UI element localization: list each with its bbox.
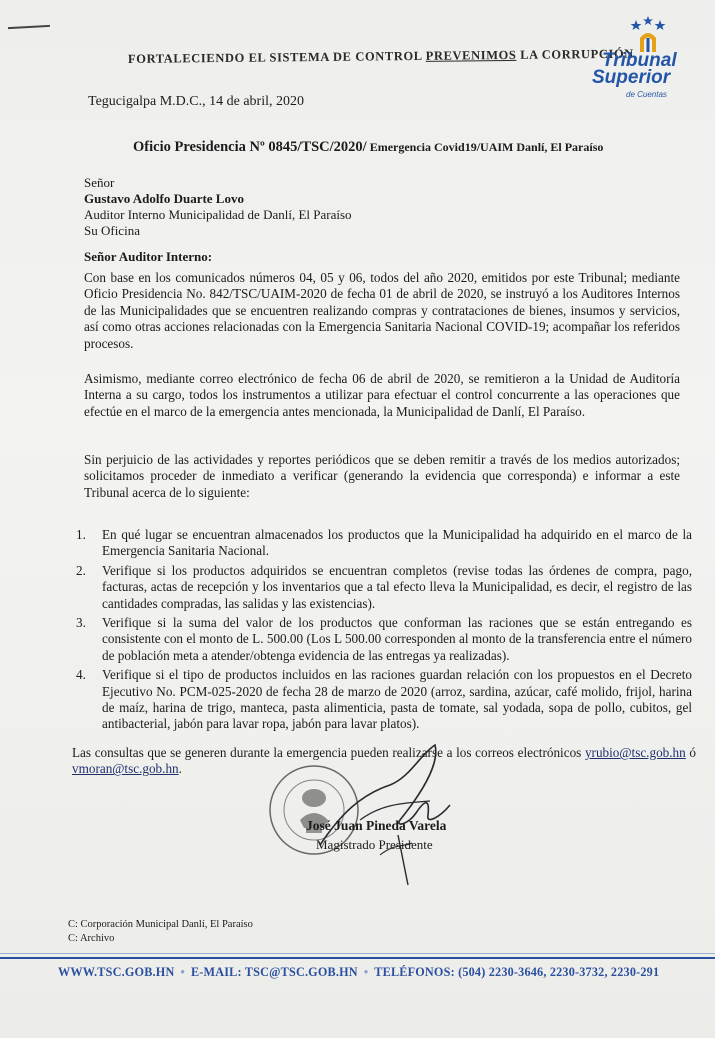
logo-text-superior: Superior <box>592 67 671 88</box>
list-item-number: 1. <box>76 527 86 542</box>
list-item-number: 4. <box>76 667 86 683</box>
list-item <box>76 563 692 612</box>
salutation: Señor Auditor Interno: <box>84 249 213 264</box>
motto-underlined: PREVENIMOS <box>425 47 517 63</box>
footer-separator: • <box>180 965 185 979</box>
footer-email[interactable]: E-MAIL: TSC@TSC.GOB.HN <box>190 965 358 979</box>
footer-divider-thin <box>0 953 715 954</box>
letter-date: Tegucigalpa M.D.C., 14 de abril, 2020 <box>88 94 304 109</box>
pen-mark <box>8 25 50 29</box>
list-item <box>76 527 692 560</box>
request-list <box>76 527 692 736</box>
signer-name: José Juan Pineda Varela <box>306 818 447 833</box>
motto-text-end: LA CORRUPCIÓN <box>516 46 634 62</box>
closing-text: Las consultas que se generen durante la emergencia pueden realizarse a los correos electrónicos <box>72 745 585 760</box>
list-item-text: En qué lugar se encuentran almacenados los productos que la Municipalidad ha adquirido en el marco de la Emergencia Sanitaria Nacional. <box>102 527 692 559</box>
email-link-yrubio[interactable]: yrubio@tsc.gob.hn <box>584 745 686 760</box>
copy-recipients <box>68 918 253 946</box>
oficio-subject: Emergencia Covid19/UAIM Danlí, El Paraíso <box>366 140 604 154</box>
list-item <box>76 667 692 733</box>
recipient-office: Su Oficina <box>84 223 140 238</box>
list-item-text: Verifique si el tipo de productos incluidos en las raciones guardan relación con los propuestos en el Decreto Ejecutivo No. PCM-025-2020 de fecha 28 de marzo de 2020 (arroz, sardina, azúcar, café molido, frijol, harina de maíz, harina de trigo, manteca, pasta alimenticia, pasta de tomate, sal yodada, sopa de pollo, cubitos, gel antibacterial, jabón para lavar ropa, jabón para lavar platos). <box>102 667 692 732</box>
email-link-vmoran[interactable]: vmoran@tsc.gob.hn <box>72 761 179 777</box>
footer-website[interactable]: WWW.TSC.GOB.HN <box>58 965 175 979</box>
list-item <box>76 615 692 664</box>
footer-divider <box>0 957 715 959</box>
header-motto <box>128 47 634 67</box>
closing-connector: ó <box>685 745 696 760</box>
paragraph-1: Con base en los comunicados números 04, 05 y 06, todos del año 2020, emitidos por este Tribunal; mediante Oficio Presidencia No. 842/TSC/UAIM-2020 de fecha 01 de abril de 2020, se instruyó a los Auditores Internos de las Municipalidades que se encuentren realizando compras y contrataciones de bienes, insumos y servicios, así como otras acciones relacionadas con la Emergencia Sanitaria Nacional COVID-19; acompañar los referidos procesos. <box>84 270 680 351</box>
motto-text: FORTALECIENDO EL SISTEMA DE CONTROL <box>127 48 426 66</box>
logo-text-cuentas: de Cuentas <box>626 90 667 99</box>
footer-phones: TELÉFONOS: (504) 2230-3646, 2230-3732, 2230-291 <box>374 965 660 979</box>
footer-contact <box>58 965 659 980</box>
list-item-text: Verifique si la suma del valor de los productos que conforman las raciones que se están entregando es consistente con el monto de L. 500.00 (Los L 500.00 corresponden al monto de la transferencia entre el número de población meta a atender/obtenga evidencia de las entregas ya realizadas). <box>102 615 692 663</box>
handwritten-signature-icon <box>300 725 480 895</box>
closing-end: . <box>178 761 182 777</box>
logo-arch-icon <box>618 14 678 54</box>
list-item-number: 3. <box>76 615 86 631</box>
paragraph-3: Sin perjuicio de las actividades y reportes periódicos que se deben remitir a través de los medios autorizados; solicitamos proceder de inmediato a verificar (generando la evidencia que corresponda) e informar a este Tribunal acerca de lo siguiente: <box>84 452 680 500</box>
oficio-number: Oficio Presidencia Nº 0845/TSC/2020/ <box>133 139 367 155</box>
recipient-name: Gustavo Adolfo Duarte Lovo <box>84 191 244 206</box>
list-item-number: 2. <box>76 562 86 578</box>
signer-role: Magistrado Presidente <box>316 837 433 852</box>
recipient-position: Auditor Interno Municipalidad de Danlí, El Paraíso <box>84 207 352 222</box>
recipient-block <box>84 175 352 239</box>
recipient-greeting: Señor <box>84 175 115 190</box>
oficio-reference <box>133 139 603 156</box>
cc-line-1: C: Corporación Municipal Danlí, El Paraíso <box>68 919 253 930</box>
footer-separator: • <box>363 965 369 979</box>
tsc-logo <box>588 12 688 102</box>
cc-line-2: C: Archivo <box>68 933 115 944</box>
logo-text-tribunal: Tribunal <box>602 50 677 71</box>
paragraph-2: Asimismo, mediante correo electrónico de fecha 06 de abril de 2020, se remitieron a la Unidad de Auditoría Interna a su cargo, todos los instrumentos a utilizar para efectuar el control concurrente a las operaciones que efectúe en el marco de la emergencia antes mencionada, la Municipalidad de Danlí, El Paraíso. <box>84 371 680 419</box>
list-item-text: Verifique si los productos adquiridos se encuentran completos (revise todas las órdenes de compra, pago, facturas, actas de recepción y los inventarios que a tal efecto lleva la Municipalidad, es decir, el registro de las cantidades compradas, las salidas y las existencias). <box>102 562 692 611</box>
